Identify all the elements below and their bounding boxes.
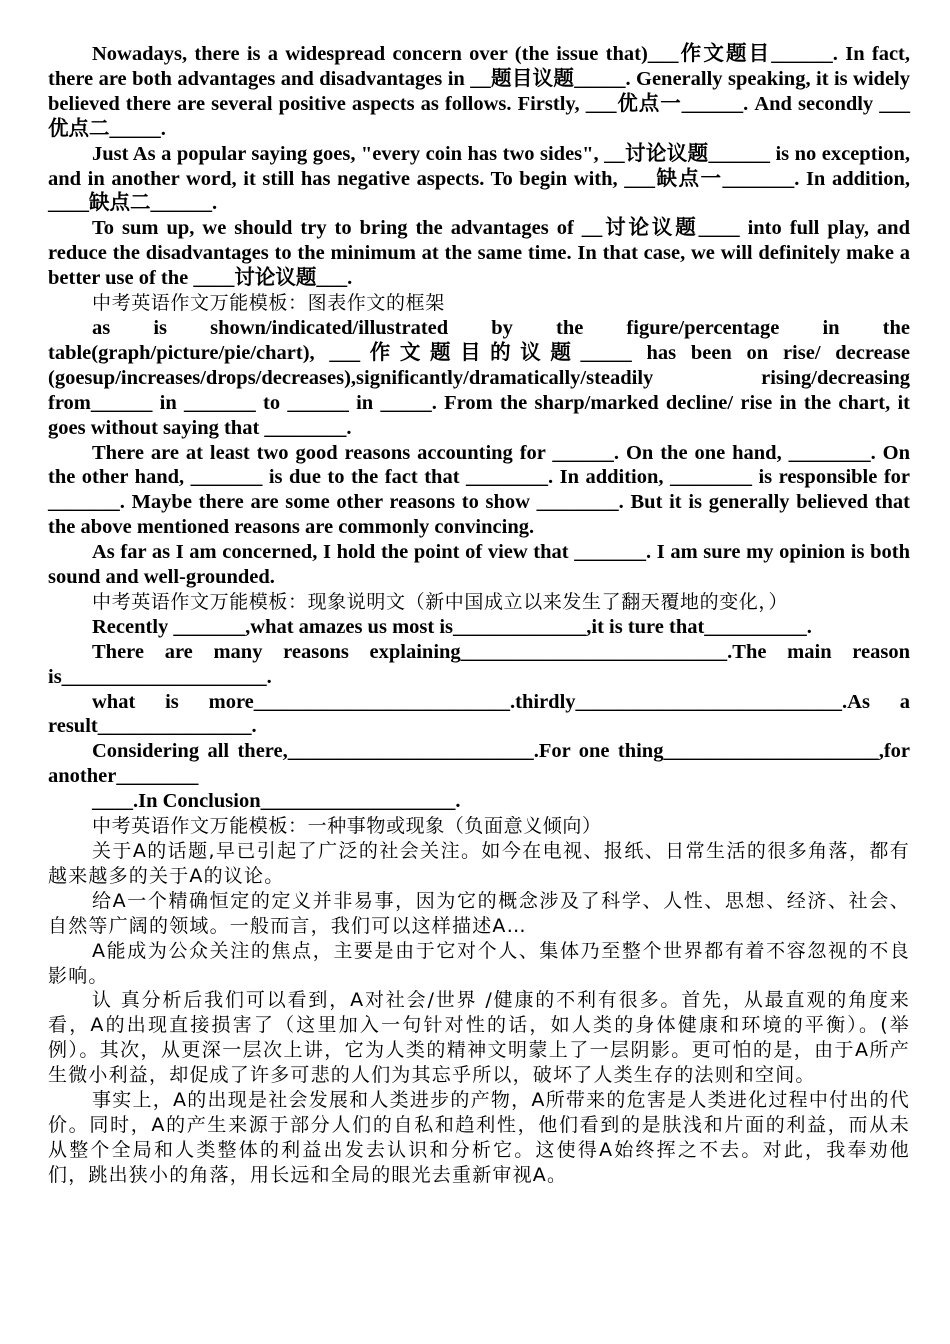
template1-body-paragraph: Just As a popular saying goes, "every coin has two sides", __讨论议题______ is no exception, and in another word, it still has negative aspects. To begin with, ___缺点一_______. In addition, ____缺点二______.: [48, 142, 910, 215]
negative-template-paragraph-5: 事实上，A的出现是社会发展和人类进步的产物，A所带来的危害是人类进化过程中付出的代价。同时，A的产生来源于部分人们的自私和趋利性，他们看到的是肤浅和片面的利益，而从未从整个全局和人类整体的利益出发去认识和分析它。这使得A始终挥之不去。对此，我奉劝他们，跳出狭小的角落，用长远和全局的眼光去重新审视A。: [48, 1089, 910, 1186]
template1-conclusion-paragraph: To sum up, we should try to bring the advantages of __讨论议题____ into full play, and reduce the disadvantages to the minimum at the same time. In that case, we will definitely make a better use of the ____讨论议题___.: [48, 217, 910, 290]
phenomenon-template-line-5: ____.In Conclusion___________________.: [92, 790, 461, 813]
chart-template-heading: 中考英语作文万能模板：图表作文的框架: [92, 292, 445, 315]
negative-template-paragraph-1: 关于A的话题,早已引起了广泛的社会关注。如今在电视、报纸、日常生活的很多角落，都有越来越多的关于A的议论。: [48, 840, 910, 887]
chart-template-paragraph-1: as is shown/indicated/illustrated by the figure/percentage in the table(graph/picture/pie/chart), ___作文题目的议题_____ has been on rise/ decrease (goesup/increases/drops/decreases),significantly/dramatically/steadily rising/decreasing from______ in _______ to ______ in _____. From the sharp/marked decline/ rise in the chart, it goes without saying that ________.: [48, 316, 910, 439]
template1-intro-paragraph: Nowadays, there is a widespread concern over (the issue that)___作文题目______. In fact, there are both advantages and disadvantages in __题目议题_____. Generally speaking, it is widely believed there are several positive aspects as follows. Firstly, ___优点一______. And secondly ___优点二_____.: [48, 43, 910, 140]
negative-template-paragraph-2: 给A一个精确恒定的定义并非易事，因为它的概念涉及了科学、人性、思想、经济、社会、自然等广阔的领域。一般而言，我们可以这样描述A…: [48, 889, 910, 937]
negative-template-paragraph-3: A能成为公众关注的焦点，主要是由于它对个人、集体乃至整个世界都有着不容忽视的不良影响。: [48, 939, 910, 987]
phenomenon-template-line-2: There are many reasons explaining__________________________.The main reason is____________________.: [48, 640, 910, 688]
phenomenon-template-line-1: Recently _______,what amazes us most is_____________,it is ture that__________.: [92, 615, 812, 638]
phenomenon-template-heading: 中考英语作文万能模板：现象说明文（新中国成立以来发生了翻天覆地的变化，）: [92, 590, 789, 613]
chart-template-paragraph-2: There are at least two good reasons accounting for ______. On the one hand, ________. On the other hand, _______ is due to the fact that ________. In addition, ________ is responsible for _______. Maybe there are some other reasons to show ________. But it is generally believed that the above mentioned reasons are commonly convincing.: [48, 441, 910, 539]
phenomenon-template-line-4: Considering all there,________________________.For one thing_____________________,for another________: [48, 740, 910, 788]
negative-template-paragraph-4: 认 真分析后我们可以看到，A对社会/世界 /健康的不利有很多。首先，从最直观的角度来看，A的出现直接损害了（这里加入一句针对性的话，如人类的身体健康和环境的平衡）。(举例）。其次，从更深一层次上讲，它为人类的精神文明蒙上了一层阴影。更可怕的是，由于A所产生微小利益，却促成了许多可悲的人们为其忘乎所以，破坏了人类生存的法则和空间。: [48, 989, 910, 1087]
negative-template-heading: 中考英语作文万能模板：一种事物或现象（负面意义倾向）: [92, 815, 602, 838]
phenomenon-template-line-3: what is more_________________________.thirdly__________________________.As a result_______________.: [48, 690, 910, 738]
chart-template-paragraph-3: As far as I am concerned, I hold the point of view that _______. I am sure my opinion is both sound and well-grounded.: [48, 541, 910, 589]
